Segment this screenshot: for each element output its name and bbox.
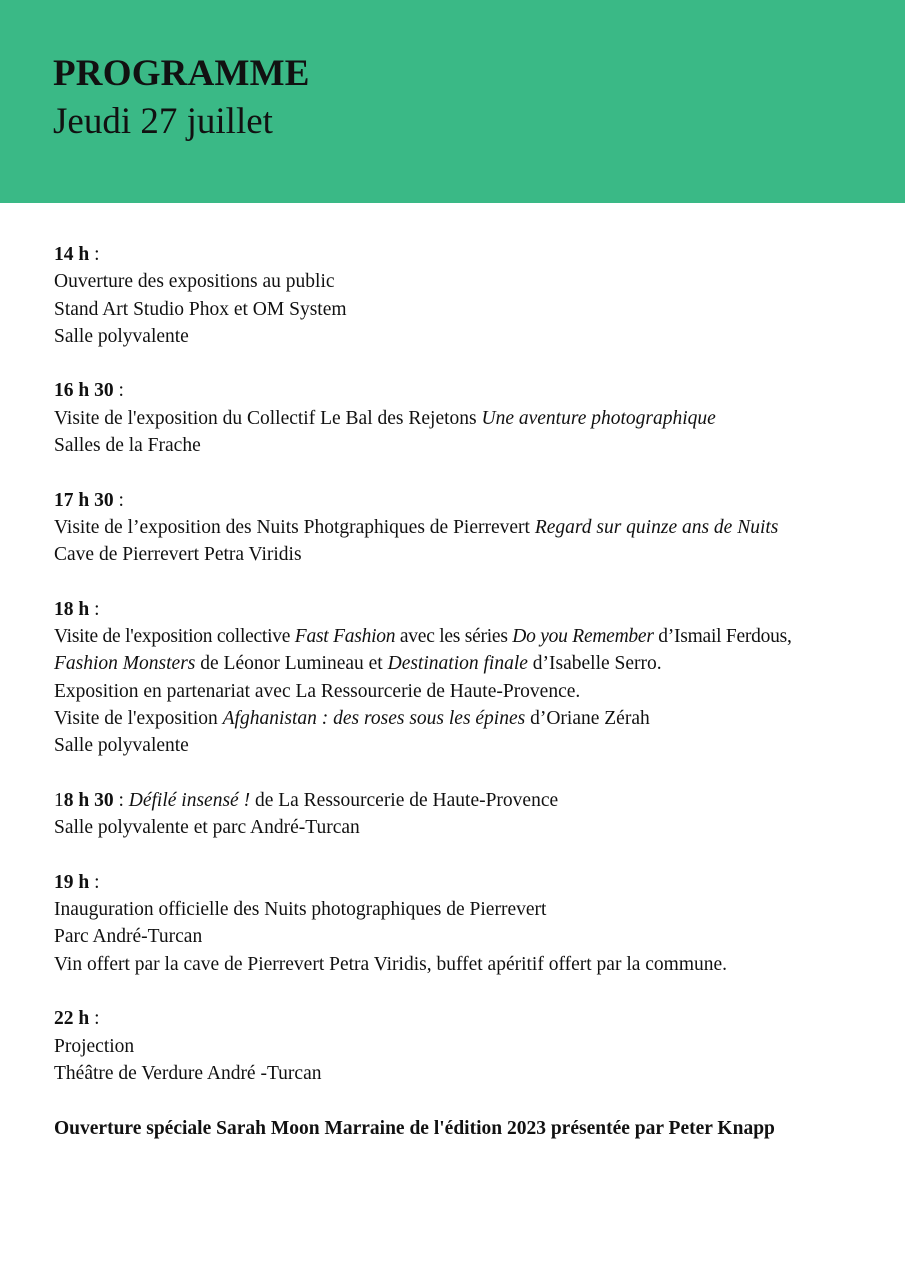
event-text: avec les séries [395, 626, 513, 648]
event-line: Inauguration officielle des Nuits photographiques de Pierrevert [54, 899, 547, 921]
series-title: Destination finale [387, 653, 528, 675]
event-line [54, 514, 894, 541]
event-text: Visite de l'exposition [54, 708, 223, 730]
event-text: de La Ressourcerie de Haute-Provence [250, 789, 559, 811]
event-line [54, 650, 894, 677]
event-line: Exposition en partenariat avec La Ressourcerie de Haute-Provence. [54, 680, 581, 702]
time-colon: : [89, 598, 100, 620]
special-opening-note: Ouverture spéciale Sarah Moon Marraine de l'édition 2023 présentée par Peter Knapp [54, 1117, 775, 1139]
event-location: Cave de Pierrevert Petra Viridis [54, 544, 302, 566]
event-text: d’Isabelle Serro. [527, 653, 662, 675]
exhibition-title: Une aventure photographique [481, 407, 716, 429]
event-line: Ouverture des expositions au public [54, 271, 335, 293]
series-title: Do you Remember [512, 626, 654, 648]
event-time [54, 869, 894, 896]
time-colon: : [89, 871, 100, 893]
time-colon: : [113, 789, 129, 811]
header-banner [0, 0, 905, 203]
event-line: Vin offert par la cave de Pierrevert Petra Viridis, buffet apéritif offert par la commune. [54, 953, 728, 975]
event-22h [54, 1005, 894, 1087]
page-title: PROGRAMME [53, 53, 310, 94]
event-location: Parc André-Turcan [54, 926, 203, 948]
event-14h [54, 241, 894, 350]
event-location: Salle polyvalente et parc André-Turcan [54, 817, 360, 839]
event-line [54, 405, 894, 432]
time-label-digit: 1 [54, 789, 64, 811]
series-title: Fashion Monsters [54, 653, 196, 675]
time-colon: : [113, 380, 124, 402]
event-time [54, 1005, 894, 1032]
exhibition-title: Fast Fashion [294, 626, 396, 648]
event-location: Salles de la Frache [54, 435, 201, 457]
time-label: 14 h [54, 244, 90, 265]
event-location: Théâtre de Verdure André -Turcan [54, 1062, 322, 1084]
event-text: Visite de l'exposition collective [54, 626, 295, 648]
event-18h [54, 596, 894, 760]
event-text: Visite de l'exposition du Collectif Le Bal des Rejetons [54, 407, 482, 429]
event-18h30 [54, 787, 894, 842]
time-colon: : [113, 489, 124, 511]
time-label: 19 h [54, 871, 90, 893]
event-16h30 [54, 377, 894, 459]
event-line: Stand Art Studio Phox et OM System [54, 298, 347, 320]
time-label: 17 h 30 [54, 489, 114, 511]
event-text: d’Oriane Zérah [525, 708, 650, 730]
event-17h30 [54, 487, 894, 569]
event-time [54, 241, 894, 268]
time-label: 18 h [54, 598, 90, 620]
event-line [54, 623, 894, 650]
show-title: Défilé insensé ! [128, 789, 251, 811]
event-location: Salle polyvalente [54, 735, 189, 757]
programme-list [54, 241, 894, 1142]
exhibition-title: Regard sur quinze ans de Nuits [534, 516, 779, 538]
exhibition-title: Afghanistan : des roses sous les épines [222, 708, 526, 730]
event-time [54, 377, 894, 404]
time-label: 8 h 30 [63, 789, 114, 811]
page-date: Jeudi 27 juillet [53, 101, 273, 142]
event-time [54, 487, 894, 514]
event-line [54, 787, 894, 814]
time-colon: : [89, 1008, 100, 1030]
time-label: 16 h 30 [54, 380, 114, 402]
time-colon: : [89, 244, 100, 265]
event-location: Salle polyvalente [54, 325, 189, 347]
event-text: Visite de l’exposition des Nuits Photgraphiques de Pierrevert [54, 516, 535, 538]
event-time [54, 596, 894, 623]
event-19h [54, 869, 894, 978]
event-line [54, 705, 894, 732]
event-text: d’Ismail Ferdous, [653, 626, 792, 648]
event-line: Projection [54, 1035, 135, 1057]
event-text: de Léonor Lumineau et [195, 653, 388, 675]
time-label: 22 h [54, 1008, 90, 1030]
